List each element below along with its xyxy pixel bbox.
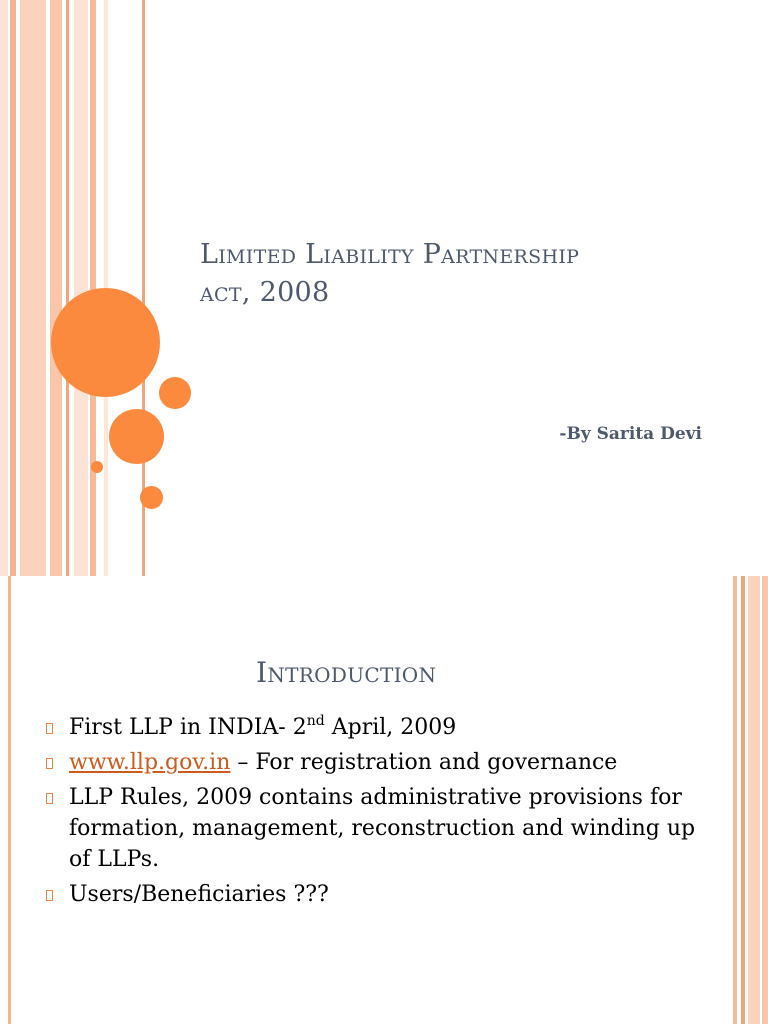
- decorative-stripe: [20, 0, 46, 576]
- bullet-item: [46, 712, 706, 743]
- decorative-stripe: [50, 0, 62, 576]
- decorative-stripe: [0, 0, 8, 576]
- bullet-icon: [46, 793, 53, 804]
- author-line: -By Sarita Devi: [559, 424, 702, 444]
- decorative-circle-small: [140, 486, 163, 509]
- slide-title-line-1: Limited Liability Partnership: [200, 239, 580, 270]
- decorative-stripe: [741, 576, 745, 1024]
- bullet-icon: [46, 758, 53, 769]
- slide-title-line-2: act, 2008: [200, 277, 330, 308]
- bullet-item: [46, 782, 706, 875]
- bullet-text: April, 2009: [324, 715, 457, 740]
- decorative-stripe: [733, 576, 737, 1024]
- decorative-stripe: [762, 576, 768, 1024]
- superscript: nd: [306, 713, 325, 729]
- bullet-item: [46, 879, 706, 910]
- bullet-text: First LLP in INDIA- 2: [69, 715, 307, 740]
- decorative-stripe: [10, 0, 16, 576]
- bullet-icon: [46, 890, 53, 901]
- decorative-stripe: [8, 576, 11, 1024]
- decorative-circle-medium: [109, 409, 164, 464]
- slide-title: [200, 236, 720, 312]
- slide-title: Introduction: [256, 656, 437, 689]
- decorative-circle-tiny: [91, 461, 103, 473]
- introduction-slide: [0, 576, 768, 1024]
- decorative-stripe: [66, 0, 69, 576]
- bullet-item: [46, 747, 706, 778]
- bullet-text: Users/Beneficiaries ???: [69, 882, 329, 907]
- bullet-text: LLP Rules, 2009 contains administrative provisions for formation, management, reconstruction and winding up of LLPs.: [69, 785, 696, 872]
- bullet-list: [46, 712, 706, 914]
- bullet-text: – For registration and governance: [230, 750, 618, 775]
- decorative-circle-large: [51, 288, 160, 397]
- website-link[interactable]: www.llp.gov.in: [69, 750, 231, 775]
- decorative-stripe: [74, 0, 88, 576]
- bullet-icon: [46, 723, 53, 734]
- decorative-circle-small: [159, 377, 191, 409]
- decorative-stripe: [748, 576, 760, 1024]
